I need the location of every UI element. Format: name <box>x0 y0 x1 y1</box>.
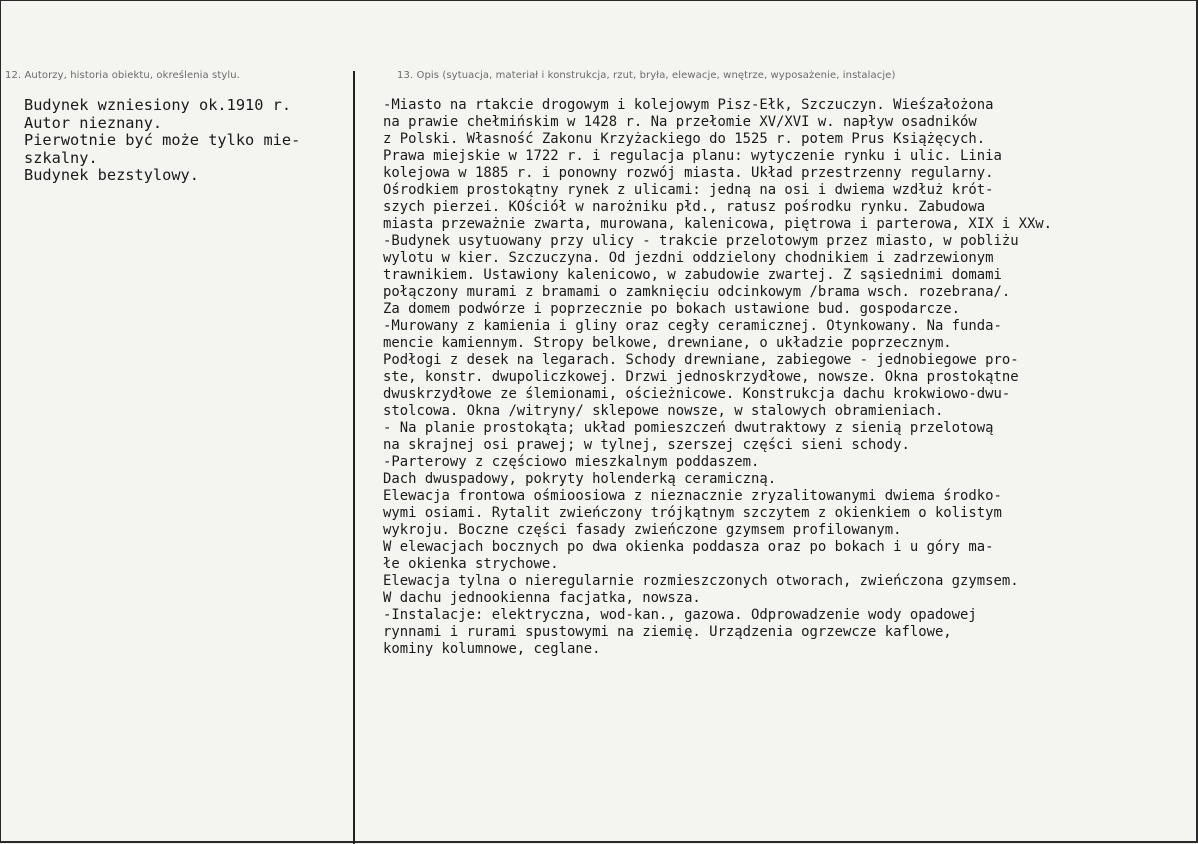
text-line: wylotu w kier. Szczuczyna. Od jezdni oddzielony chodnikiem i zadrzewionym <box>383 249 994 266</box>
text-line: dwuskrzydłowe ze ślemionami, ościeżnicowe. Konstrukcja dachu krokwiowo-dwu- <box>383 385 1011 402</box>
text-line: miasta przeważnie zwarta, murowana, kalenicowa, piętrowa i parterowa, XIX i XXw. <box>383 215 1053 232</box>
text-line: wykroju. Boczne części fasady zwieńczone gzymsem profilowanym. <box>383 521 902 538</box>
text-line: mencie kamiennym. Stropy belkowe, drewniane, o układzie poprzecznym. <box>383 334 952 351</box>
text-line: Za domem podwórze i poprzecznie po bokach ustawione bud. gospodarcze. <box>383 300 961 317</box>
right-column-header: 13. Opis (sytuacja, materiał i konstrukcja, rzut, bryła, elewacje, wnętrze, wyposażenie, instalacje) <box>397 70 896 81</box>
text-line: Budynek bezstylowy. <box>24 166 199 185</box>
text-line: -Murowany z kamienia i gliny oraz cegły ceramicznej. Otynkowany. Na funda- <box>383 317 1002 334</box>
text-line: -Miasto na rtakcie drogowym i kolejowym Pisz-Ełk, Szczuczyn. Wieśzałożona <box>383 97 994 113</box>
text-line: -Parterowy z częściowo mieszkalnym poddaszem. <box>383 453 760 470</box>
text-line: kolejowa w 1885 r. i ponowny rozwój miasta. Układ przestrzenny regularny. <box>383 164 994 181</box>
text-line: na prawie chełmińskim w 1428 r. Na przełomie XV/XVI w. napływ osadników <box>383 113 977 130</box>
text-line: na skrajnej osi prawej; w tylnej, szerszej części sieni schody. <box>383 436 910 453</box>
text-line: Autor nieznany. <box>24 113 163 132</box>
text-line: ste, konstr. dwupoliczkowej. Drzwi jednoskrzydłowe, nowsze. Okna prostokątne <box>383 368 1019 385</box>
text-line: W dachu jednookienna facjatka, nowsza. <box>383 589 701 606</box>
text-line: wymi osiami. Rytalit zwieńczony trójkątnym szczytem z okienkiem o kolistym <box>383 504 1002 521</box>
text-line: stolcowa. Okna /witryny/ sklepowe nowsze, w stalowych obramieniach. <box>383 402 944 419</box>
text-line: szkalny. <box>24 148 98 167</box>
text-line: Elewacja frontowa ośmioosiowa z nieznacznie zryzalitowanymi dwiema środko- <box>383 487 1002 504</box>
text-line: Ośrodkiem prostokątny rynek z ulicami: jedną na osi i dwiema wzdłuż krót- <box>383 181 994 198</box>
text-line: połączony murami z bramami o zamknięciu odcinkowym /brama wsch. rozebrana/. <box>383 283 1011 300</box>
text-line: szych pierzei. KOściół w narożniku płd., ratusz pośrodku rynku. Zabudowa <box>383 198 986 215</box>
text-line: łe okienka strychowe. <box>383 555 559 572</box>
text-line: Elewacja tylna o nieregularnie rozmieszczonych otworach, zwieńczona gzymsem. <box>383 572 1019 589</box>
text-line: z Polski. Własność Zakonu Krzyżackiego do 1525 r. potem Prus Książęcych. <box>383 130 986 147</box>
text-line: rynnami i rurami spustowymi na ziemię. Urządzenia ogrzewcze kaflowe, <box>383 623 952 640</box>
right-column-text <box>383 97 1052 657</box>
text-line: W elewacjach bocznych po dwa okienka poddasza oraz po bokach i u góry ma- <box>383 538 994 555</box>
left-column-header: 12. Autorzy, historia obiektu, określenia stylu. <box>5 70 240 81</box>
text-line: - Na planie prostokąta; układ pomieszczeń dwutraktowy z sienią przelotową <box>383 419 994 436</box>
text-line: Dach dwuspadowy, pokryty holenderką ceramiczną. <box>383 470 777 487</box>
text-line: kominy kolumnowe, ceglane. <box>383 640 601 657</box>
left-column-text <box>24 97 300 185</box>
text-line: -Instalacje: elektryczna, wod-kan., gazowa. Odprowadzenie wody opadowej <box>383 606 977 623</box>
column-divider <box>353 71 355 844</box>
text-line: Pierwotnie być może tylko mie- <box>24 131 301 150</box>
text-line: Prawa miejskie w 1722 r. i regulacja planu: wytyczenie rynku i ulic. Linia <box>383 147 1002 164</box>
text-line: Podłogi z desek na legarach. Schody drewniane, zabiegowe - jednobiegowe pro- <box>383 351 1019 368</box>
text-line: Budynek wzniesiony ok.1910 r. <box>24 96 292 114</box>
text-line: -Budynek usytuowany przy ulicy - trakcie przelotowym przez miasto, w pobliżu <box>383 232 1019 249</box>
text-line: trawnikiem. Ustawiony kalenicowo, w zabudowie zwartej. Z sąsiednimi domami <box>383 266 1002 283</box>
